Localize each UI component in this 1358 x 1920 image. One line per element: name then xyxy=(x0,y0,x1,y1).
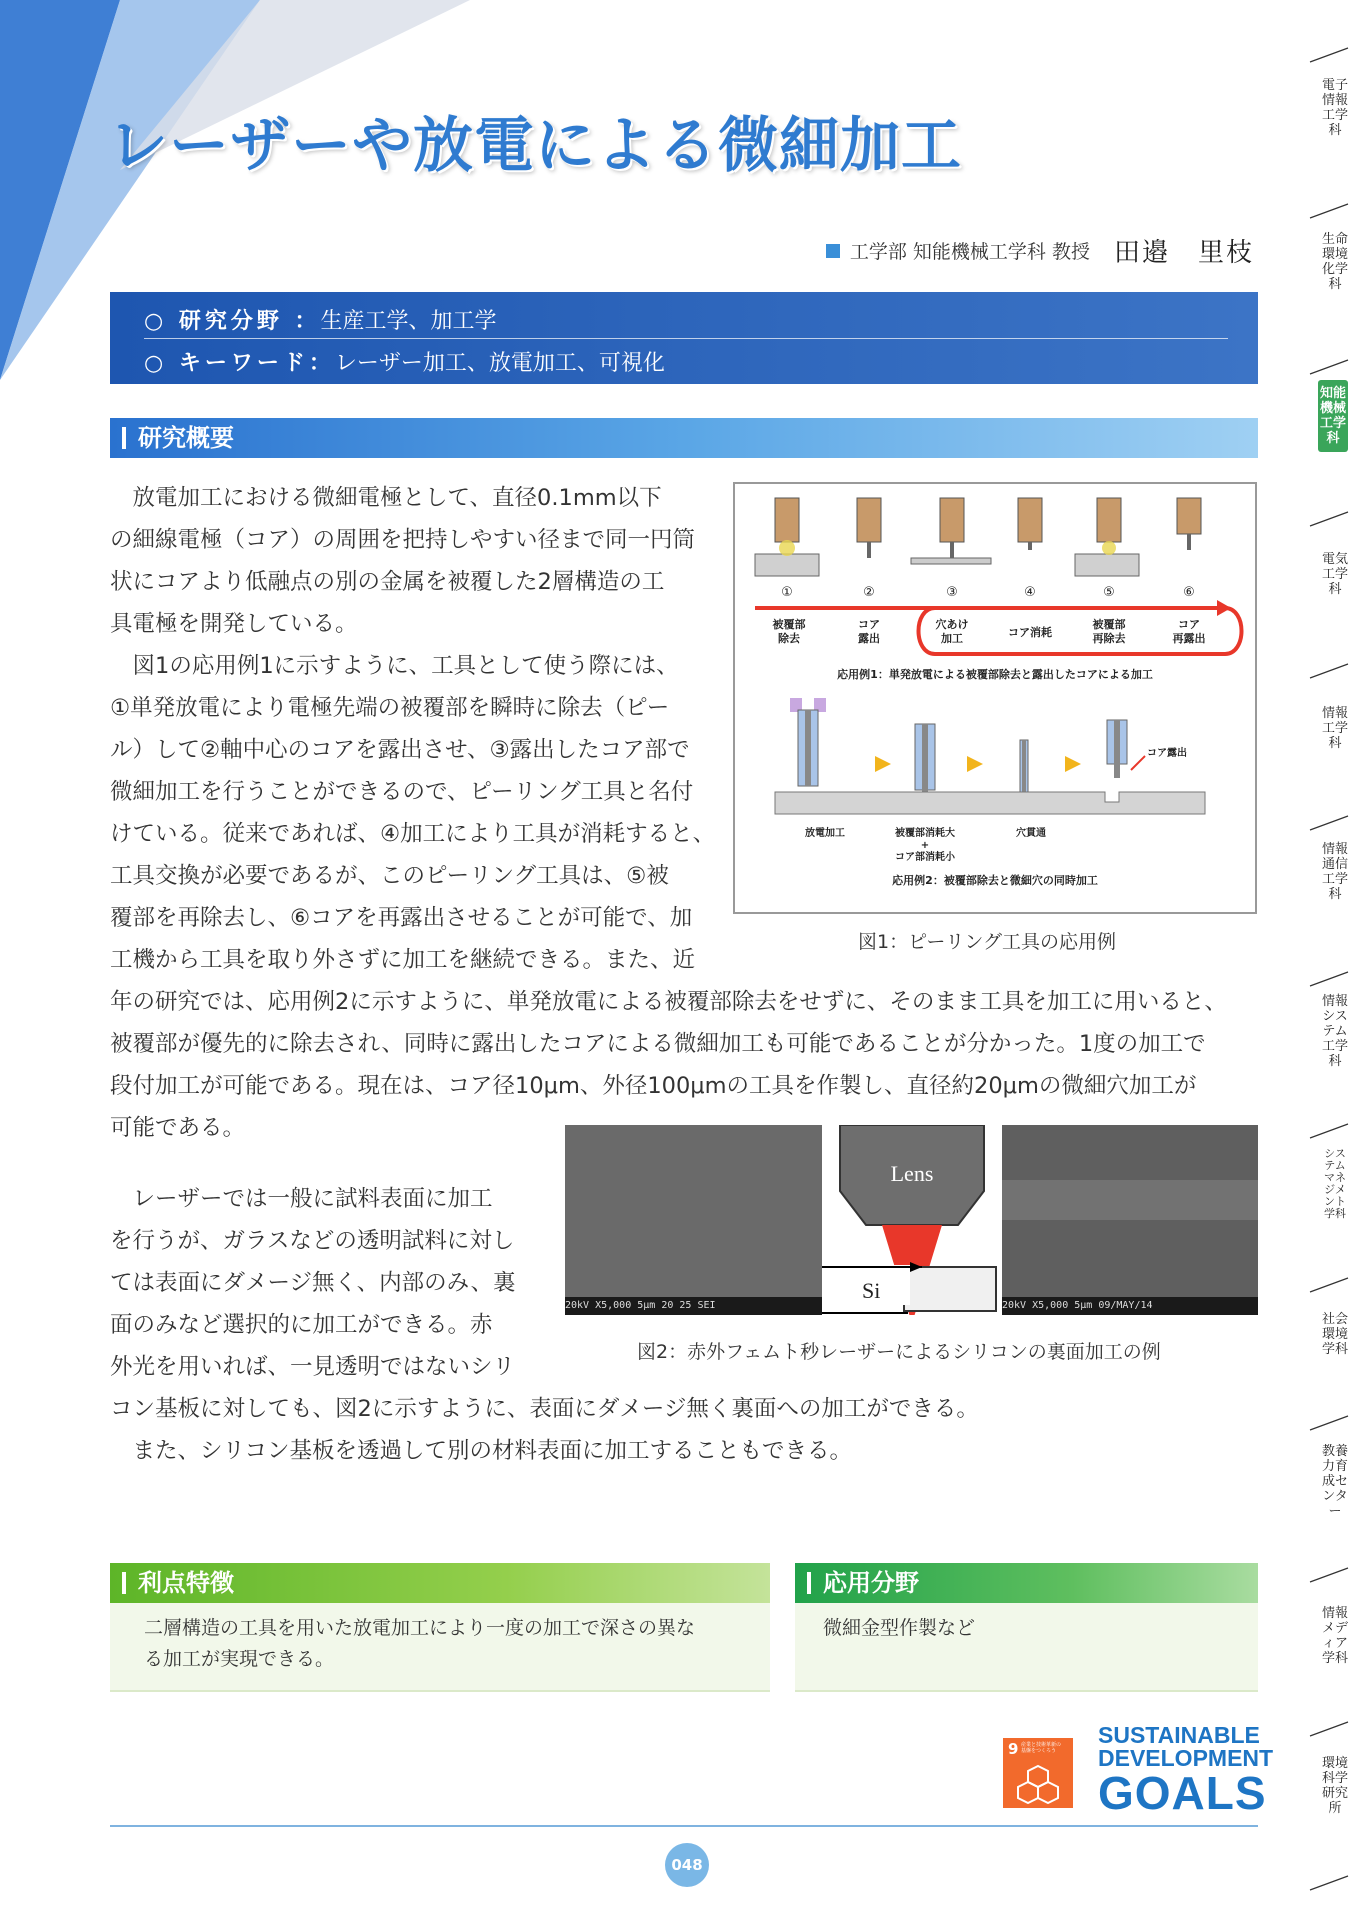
advantages-line: る加工が実現できる。 xyxy=(144,1648,335,1670)
fig1-step-label: コア露出 xyxy=(858,618,880,645)
fig1-number: ③ xyxy=(946,585,958,600)
overview-line: 状にコアより低融点の別の金属を被覆した2層構造の工 xyxy=(110,569,665,595)
fig1-bottom-label: 穴貫通 xyxy=(1016,828,1046,839)
sdg-word-goals: GOALS xyxy=(1098,1767,1267,1819)
laser-line: また、シリコン基板を透過して別の材料表面に加工することもできる。 xyxy=(110,1438,853,1464)
nav-tab-electronics[interactable]: 電子情報工学科 xyxy=(1322,78,1349,138)
keywords-box xyxy=(110,292,1258,384)
overview-line: けている。従来であれば、④加工により工具が消耗すると、 xyxy=(110,821,716,847)
overview-line: 年の研究では、応用例2に示すように、単発放電による被覆部除去をせずに、そのまま工具を加工に用いると、 xyxy=(110,989,1227,1015)
sem-scale-bar-left: 20kV X5,000 5μm 20 25 SEI xyxy=(565,1297,822,1315)
fig1-core-exposed-label: コア露出 xyxy=(1147,748,1187,759)
laser-line: 面のみなど選択的に加工ができる。赤 xyxy=(110,1312,493,1338)
heading-bar xyxy=(122,1572,126,1594)
fig1-step-label: コア消耗 xyxy=(1008,626,1052,639)
sdg-word-sustainable: SUSTAINABLE xyxy=(1098,1722,1260,1748)
author-marker xyxy=(826,244,840,258)
page-title: レーザーや放電による微細加工 xyxy=(108,111,962,181)
overview-line: ル）して②軸中心のコアを露出させ、③露出したコア部で xyxy=(110,737,690,763)
keyword-row xyxy=(144,346,665,377)
keyword-label: ○ キーワード： xyxy=(144,351,335,376)
fig1-number: ④ xyxy=(1024,585,1036,600)
heading-bar xyxy=(807,1572,811,1594)
overview-line: 段付加工が可能である。現在は、コア径10μm、外径100μmの工具を作製し、直径約20μmの微細穴加工が xyxy=(110,1073,1197,1099)
overview-line: 微細加工を行うことができるので、ピーリング工具と名付 xyxy=(110,779,694,805)
sem-scale-bar-right: 20kV X5,000 5μm 09/MAY/14 xyxy=(1002,1297,1258,1315)
nav-tab-env-science-institute[interactable]: 環境科学研究所 xyxy=(1322,1756,1349,1816)
overview-line: ①単発放電により電極先端の被覆部を瞬時に除去（ピー xyxy=(110,695,670,721)
fig1-step-label: 被覆部除去 xyxy=(772,618,806,645)
advantages-line: 二層構造の工具を用いた放電加工により一度の加工で深さの異な xyxy=(144,1617,696,1639)
fig1-example2-label: 応用例2：被覆部除去と微細穴の同時加工 xyxy=(892,874,1098,887)
research-field-value: 生産工学、加工学 xyxy=(320,309,497,334)
overview-line: の細線電極（コア）の周囲を把持しやすい径まで同一円筒 xyxy=(110,527,696,553)
nav-tab-info-communication[interactable]: 情報通信工学科 xyxy=(1322,842,1349,902)
applications-text: 微細金型作製など xyxy=(823,1617,976,1639)
overview-line: 工機から工具を取り外さずに加工を継続できる。また、近 xyxy=(110,947,696,973)
sdg-9-icon xyxy=(1003,1738,1073,1808)
nav-tab-life-environment[interactable]: 生命環境化学科 xyxy=(1322,232,1349,292)
fig1-example1-label: 応用例1：単発放電による被覆部除去と露出したコアによる加工 xyxy=(837,668,1153,681)
keywords-divider xyxy=(144,338,1228,339)
si-label: Si xyxy=(862,1278,881,1303)
sdg-9-number: 9 xyxy=(1008,1740,1019,1758)
overview-heading-text: 研究概要 xyxy=(138,424,234,452)
advantages-heading-text: 利点特徴 xyxy=(138,1569,234,1597)
fig1-number: ② xyxy=(863,585,875,600)
figure-1-diagram xyxy=(735,484,1255,912)
overview-line: 被覆部が優先的に除去され、同時に露出したコアによる微細加工も可能であることが分かった。1度の加工で xyxy=(110,1031,1206,1057)
fig1-step-label: コア再露出 xyxy=(1172,618,1206,645)
keyword-value: レーザー加工、放電加工、可視化 xyxy=(334,351,665,376)
overview-heading xyxy=(110,418,1258,458)
nav-tab-intelligent-machines[interactable]: 知能機械工学科 xyxy=(1318,380,1348,452)
nav-tab-social-environment[interactable]: 社会環境学科 xyxy=(1322,1312,1349,1357)
laser-text xyxy=(110,1178,979,1472)
sem-groove xyxy=(1002,1180,1258,1220)
fig1-number: ① xyxy=(781,585,793,600)
laser-line: を行うが、ガラスなどの透明試料に対し xyxy=(110,1228,515,1254)
heading-bar xyxy=(122,427,126,449)
fig1-step-label: 被覆部再除去 xyxy=(1092,618,1126,645)
page-number: 048 xyxy=(665,1843,709,1887)
research-field-row xyxy=(144,304,497,335)
nav-tab-education-center[interactable]: 教養力育成センター xyxy=(1322,1444,1349,1519)
research-field-label: ○ 研究分野 ： xyxy=(144,309,321,334)
figure-2-caption: 図2：赤外フェムト秒レーザーによるシリコンの裏面加工の例 xyxy=(637,1341,1161,1363)
author-affiliation: 工学部 知能機械工学科 教授 xyxy=(849,241,1090,263)
laser-line: レーザーでは一般に試料表面に加工 xyxy=(110,1186,493,1212)
cube-icon xyxy=(1017,1764,1059,1804)
sem-image-right xyxy=(1002,1125,1258,1315)
sdg-9-goal-text: 産業と技術革新の 基盤をつくろう xyxy=(1021,1742,1062,1754)
figure-1 xyxy=(733,482,1257,914)
nav-tab-info-media[interactable]: 情報メディア学科 xyxy=(1322,1606,1349,1666)
footer-rule xyxy=(110,1825,1258,1827)
applications-box xyxy=(795,1603,1258,1692)
overview-line: 覆部を再除去し、⑥コアを再露出させることが可能で、加 xyxy=(110,905,693,931)
laser-line: コン基板に対しても、図2に示すように、表面にダメージ無く裏面への加工ができる。 xyxy=(110,1396,979,1422)
advantages-box xyxy=(110,1603,770,1692)
fig1-bottom-label: + xyxy=(920,840,930,851)
author-name: 田邉 里枝 xyxy=(1113,238,1254,268)
applications-heading-text: 応用分野 xyxy=(823,1569,919,1597)
overview-line: 放電加工における微細電極として、直径0.1mm以下 xyxy=(110,485,662,511)
overview-line: 可能である。 xyxy=(110,1115,246,1141)
fig1-bottom-label: 放電加工 xyxy=(805,828,845,839)
sdg-word-development: DEVELOPMENT xyxy=(1098,1745,1274,1771)
author-line xyxy=(826,232,1254,269)
figure-1-caption: 図1：ピーリング工具の応用例 xyxy=(858,931,1116,953)
laser-line: ては表面にダメージ無く、内部のみ、裏 xyxy=(110,1270,516,1296)
fig1-step-label: 穴あけ加工 xyxy=(935,618,969,645)
lens-label: Lens xyxy=(890,1161,934,1186)
nav-tab-info-systems[interactable]: 情報システム工学科 xyxy=(1322,994,1349,1069)
nav-tab-electrical[interactable]: 電気工学科 xyxy=(1322,552,1349,597)
fig1-bottom-label: 被覆部消耗大 xyxy=(895,828,955,839)
nav-tab-system-management[interactable]: システムマネジメント学科 xyxy=(1324,1147,1346,1220)
nav-tab-information[interactable]: 情報工学科 xyxy=(1322,706,1349,751)
overview-line: 具電極を開発している。 xyxy=(110,611,358,637)
overview-line: 工具交換が必要であるが、このピーリング工具は、⑤被 xyxy=(110,863,669,889)
fig1-number: ⑤ xyxy=(1103,585,1115,600)
applications-heading xyxy=(795,1563,1258,1603)
fig1-bottom-label: コア部消耗小 xyxy=(895,852,955,863)
advantages-heading xyxy=(110,1563,770,1603)
fig1-number: ⑥ xyxy=(1183,585,1195,600)
laser-line: 外光を用いれば、一見透明ではないシリ xyxy=(110,1354,516,1380)
overview-line: 図1の応用例1に示すように、工具として使う際には、 xyxy=(110,653,679,679)
